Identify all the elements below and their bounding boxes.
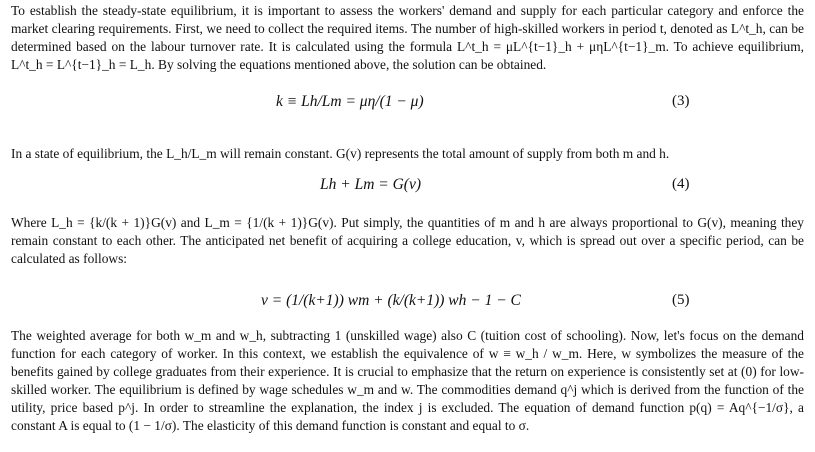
equation-4-expression: Lh + Lm = G(v): [320, 176, 421, 193]
paragraph-1-text: To establish the steady-state equilibrium, it is important to assess the workers' demand and supply for each particular category and enforce the market clearing requirements. First, we need to collect the required items. The number of high-skilled workers in period t, denoted as L^t_h, can be determined based on the labour turnover rate. It is calculated using the formula L^t_h = μL^{t−1}_h + μηL^{t−1}_m. To achieve equilibrium, L^t_h = L^{t−1}_h = L_h. By solving the equations mentioned above, the solution can be obtained.: [11, 3, 804, 72]
equation-4-number: (4): [672, 176, 690, 192]
paragraph-3-text: Where L_h = {k/(k + 1)}G(v) and L_m = {1/(k + 1)}G(v). Put simply, the quantities of m and h are always proportional to G(v), meaning they remain constant to each other. The anticipated net benefit of acquiring a college education, v, which is spread out over a specific period, can be calculated as follows:: [11, 215, 804, 266]
paragraph-4-text: The weighted average for both w_m and w_h, subtracting 1 (unskilled wage) also C (tuition cost of schooling). Now, let's focus on the demand function for each category of worker. In this context, we establish the equivalence of w ≡ w_h / w_m. Here, w symbolizes the measure of the benefits gained by college graduates from their experience. It is crucial to emphasize that the return on experience is consistently set at (0) for low-skilled worker. The equilibrium is defined by wage schedules w_m and w. The commodities demand q^j which is derived from the function of the utility, price based p^j. In order to streamline the explanation, the index j is excluded. The equation of demand function p(q) = Aq^{−1/σ}, a constant A is equal to (1 − 1/σ). The elasticity of this demand function is constant and equal to σ.: [11, 328, 804, 433]
paragraph-2: [11, 145, 804, 163]
equation-5: [0, 292, 815, 316]
equation-3-number: (3): [672, 93, 690, 109]
equation-5-number: (5): [672, 292, 690, 308]
equation-3-expression: k ≡ Lh/Lm = μη/(1 − μ): [276, 93, 424, 110]
equation-3: [0, 93, 815, 117]
paragraph-2-text: In a state of equilibrium, the L_h/L_m will remain constant. G(v) represents the total amount of supply from both m and h.: [11, 146, 670, 161]
paragraph-4: [11, 327, 804, 435]
paragraph-1: [11, 2, 804, 74]
equation-4: [0, 176, 815, 200]
paragraph-3: [11, 214, 804, 268]
equation-5-expression: v = (1/(k+1)) wm + (k/(k+1)) wh − 1 − C: [261, 292, 521, 309]
